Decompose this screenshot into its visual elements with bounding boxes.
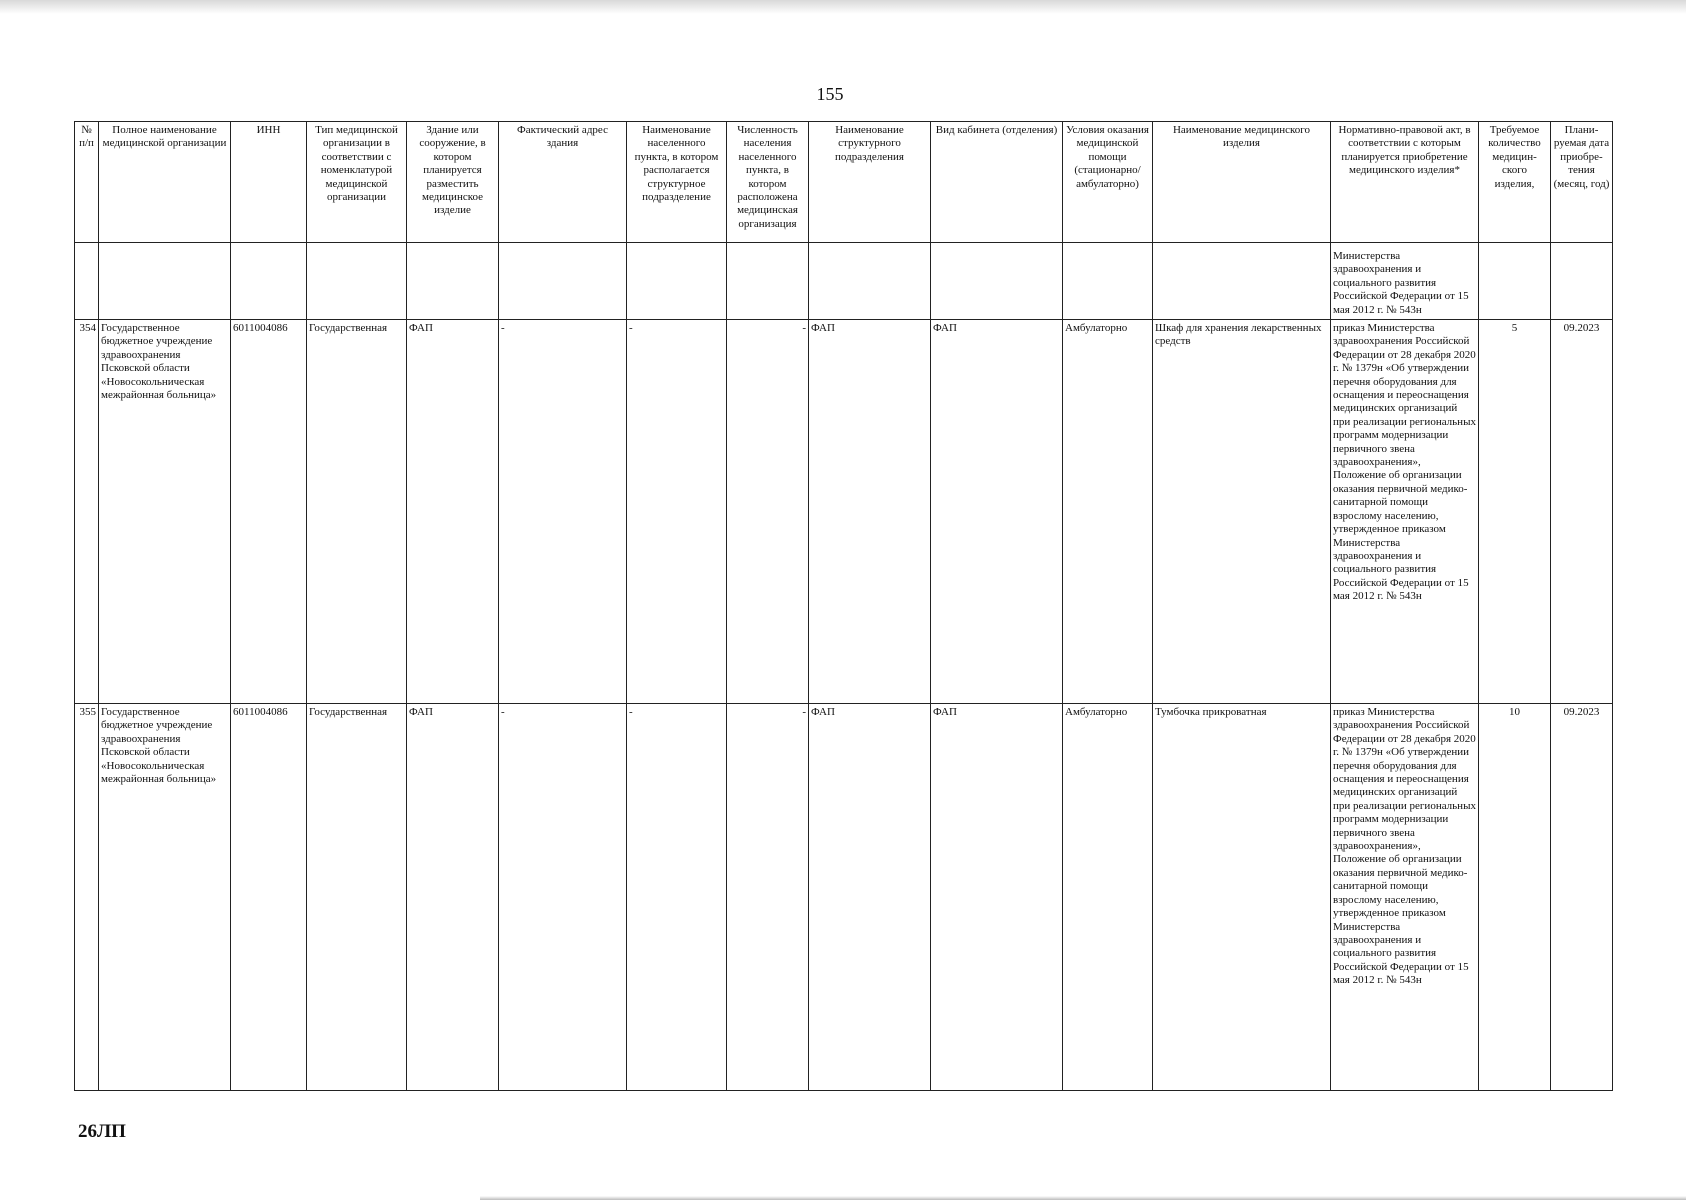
header-inn: ИНН xyxy=(231,122,307,243)
cell-population: - xyxy=(727,320,809,704)
cell-num: 355 xyxy=(75,704,99,1091)
cell-device: Тумбочка прикроватная xyxy=(1153,704,1331,1091)
cell-empty xyxy=(407,243,499,320)
cell-empty xyxy=(1551,243,1613,320)
cell-conditions: Амбулаторно xyxy=(1063,704,1153,1091)
table-row xyxy=(75,704,1613,1091)
header-org: Полное наименование медицинской организации xyxy=(99,122,231,243)
cell-act: приказ Министерства здравоохранения Российской Федерации от 28 декабря 2020 г. № 1379н «Об утверждении перечня оборудования для оснащения и переоснащения медицинских организаций при реализации региональных программ модернизации первичного звена здравоохранения», Положение об организации оказания первичной медико-санитарной помощи взрослому населению, утвержденное приказом Министерства здравоохранения и социального развития Российской Федерации от 15 мая 2012 г. № 543н xyxy=(1331,320,1479,704)
header-act: Нормативно-правовой акт, в соответствии с которым планируется приобретение медицинского изделия* xyxy=(1331,122,1479,243)
header-date: Плани-руемая дата приобре-тения (месяц, год) xyxy=(1551,122,1613,243)
cell-building: ФАП xyxy=(407,320,499,704)
header-device: Наименование медицинского изделия xyxy=(1153,122,1331,243)
header-settlement: Наименование населенного пункта, в котором располагается структурное подразделение xyxy=(627,122,727,243)
page-number: 155 xyxy=(816,84,844,104)
header-type: Тип медицинской организации в соответствии с номенклатурой медицинской организации xyxy=(307,122,407,243)
cell-org: Государственное бюджетное учреждение здравоохранения Псковской области «Новосокольническая межрайонная больница» xyxy=(99,320,231,704)
cell-unit: ФАП xyxy=(809,320,931,704)
cell-empty xyxy=(1153,243,1331,320)
cell-org: Государственное бюджетное учреждение здравоохранения Псковской области «Новосокольническая межрайонная больница» xyxy=(99,704,231,1091)
table-header-row xyxy=(75,122,1613,243)
cell-address: - xyxy=(499,704,627,1091)
cell-type: Государственная xyxy=(307,704,407,1091)
document-code: 26ЛП xyxy=(78,1121,126,1142)
cell-empty xyxy=(627,243,727,320)
cell-empty xyxy=(231,243,307,320)
cell-num: 354 xyxy=(75,320,99,704)
cell-empty xyxy=(75,243,99,320)
cell-date: 09.2023 xyxy=(1551,320,1613,704)
cell-empty xyxy=(809,243,931,320)
cell-empty xyxy=(307,243,407,320)
scan-edge-top xyxy=(0,0,1686,14)
cell-inn: 6011004086 xyxy=(231,320,307,704)
cell-population: - xyxy=(727,704,809,1091)
cell-settlement: - xyxy=(627,704,727,1091)
cell-cabinet: ФАП xyxy=(931,320,1063,704)
header-unit: Наименование структурного подразделения xyxy=(809,122,931,243)
equipment-register-table xyxy=(74,121,1613,1091)
cell-unit: ФАП xyxy=(809,704,931,1091)
header-cabinet: Вид кабинета (отделения) xyxy=(931,122,1063,243)
header-building: Здание или сооружение, в котором планируется разместить медицинское изделие xyxy=(407,122,499,243)
header-address: Фактический адрес здания xyxy=(499,122,627,243)
scan-edge-bottom xyxy=(480,1196,1686,1200)
header-qty: Требуемое количество медицин-ского изделия, xyxy=(1479,122,1551,243)
cell-empty xyxy=(1063,243,1153,320)
cell-settlement: - xyxy=(627,320,727,704)
header-conditions: Условия оказания медицинской помощи (стационарно/ амбулаторно) xyxy=(1063,122,1153,243)
cell-empty xyxy=(931,243,1063,320)
cell-empty xyxy=(499,243,627,320)
cell-building: ФАП xyxy=(407,704,499,1091)
cell-act: приказ Министерства здравоохранения Российской Федерации от 28 декабря 2020 г. № 1379н «Об утверждении перечня оборудования для оснащения и переоснащения медицинских организаций при реализации региональных программ модернизации первичного звена здравоохранения», Положение об организации оказания первичной медико-санитарной помощи взрослому населению, утвержденное приказом Министерства здравоохранения и социального развития Российской Федерации от 15 мая 2012 г. № 543н xyxy=(1331,704,1479,1091)
cell-date: 09.2023 xyxy=(1551,704,1613,1091)
cell-qty: 10 xyxy=(1479,704,1551,1091)
cell-empty xyxy=(99,243,231,320)
header-num: № п/п xyxy=(75,122,99,243)
table-row-continuation xyxy=(75,243,1613,320)
cell-cabinet: ФАП xyxy=(931,704,1063,1091)
cell-type: Государственная xyxy=(307,320,407,704)
cell-inn: 6011004086 xyxy=(231,704,307,1091)
header-population: Численность населения населенного пункта, в котором расположена медицинская организация xyxy=(727,122,809,243)
table-row xyxy=(75,320,1613,704)
cell-qty: 5 xyxy=(1479,320,1551,704)
cell-device: Шкаф для хранения лекарственных средств xyxy=(1153,320,1331,704)
cell-conditions: Амбулаторно xyxy=(1063,320,1153,704)
cell-empty xyxy=(727,243,809,320)
cell-empty xyxy=(1479,243,1551,320)
cell-address: - xyxy=(499,320,627,704)
cell-act-continuation: Министерства здравоохранения и социального развития Российской Федерации от 15 мая 2012 г. № 543н xyxy=(1331,243,1479,320)
